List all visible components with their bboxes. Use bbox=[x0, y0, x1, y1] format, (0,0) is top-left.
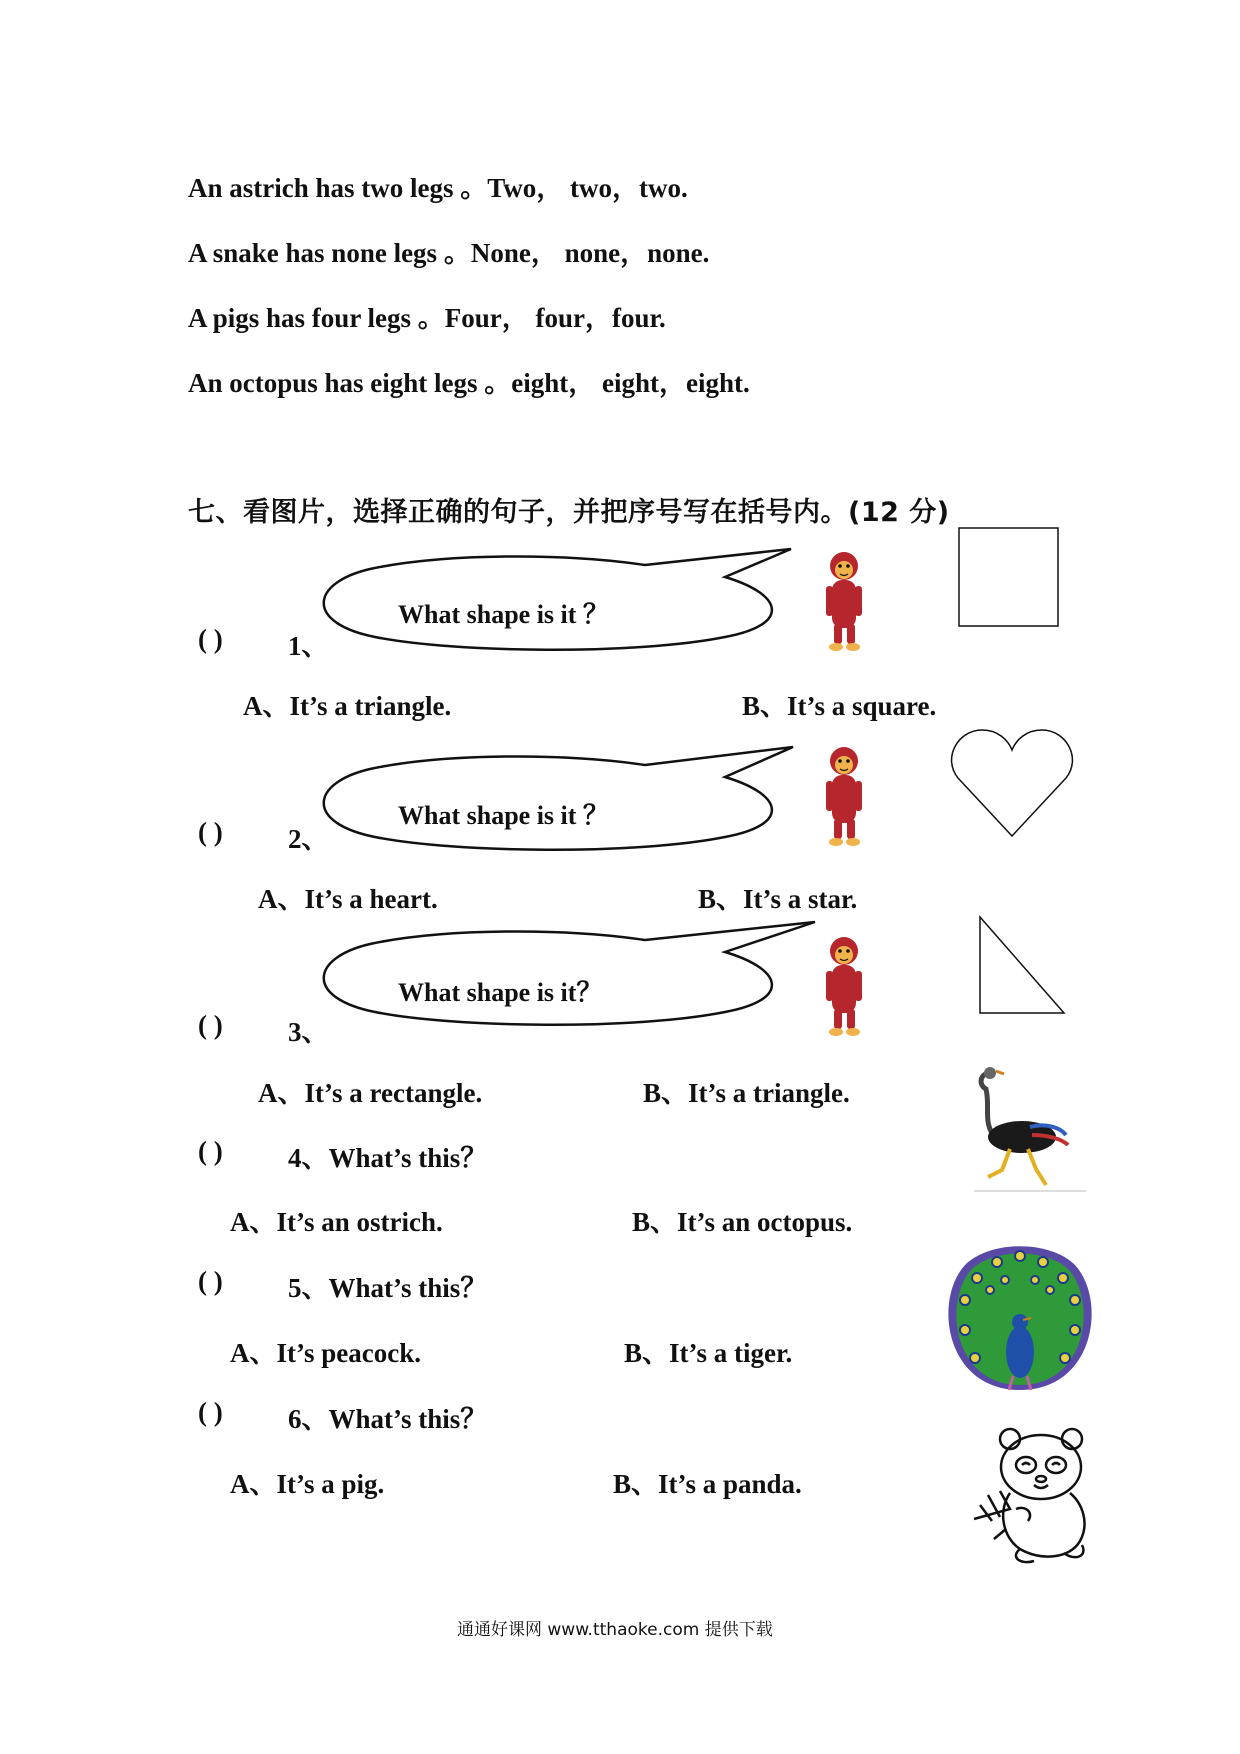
question-text-5: 5、What’s this？ bbox=[288, 1273, 488, 1303]
option-b-3: B、It’s a triangle. bbox=[643, 1078, 850, 1108]
question-text-4: 4、What’s this？ bbox=[288, 1143, 488, 1173]
answer-bracket-6[interactable]: ( ) bbox=[198, 1397, 223, 1427]
option-a-2: A、It’s a heart. bbox=[258, 884, 438, 914]
bubble-question-3: What shape is it？ bbox=[398, 978, 603, 1007]
answer-bracket-1[interactable]: ( ) bbox=[198, 624, 223, 654]
option-b-1: B、It’s a square. bbox=[742, 691, 937, 721]
section-heading: 七、看图片，选择正确的句子，并把序号写在括号内。(12 分) bbox=[188, 497, 950, 528]
answer-bracket-5[interactable]: ( ) bbox=[198, 1266, 223, 1296]
triangle-shape bbox=[978, 915, 1068, 1015]
option-b-2: B、It’s a star. bbox=[698, 884, 858, 914]
legs-line-2: A snake has none legs 。None， none，none. bbox=[188, 238, 710, 268]
monkey-icon bbox=[820, 550, 870, 655]
monkey-icon bbox=[820, 745, 870, 850]
option-b-4: B、It’s an octopus. bbox=[632, 1207, 853, 1237]
bubble-question-1: What shape is it ？ bbox=[398, 600, 609, 629]
answer-bracket-2[interactable]: ( ) bbox=[198, 817, 223, 847]
question-text-6: 6、What’s this？ bbox=[288, 1404, 488, 1434]
option-a-6: A、It’s a pig. bbox=[230, 1469, 385, 1499]
question-number-2: 2、 bbox=[288, 824, 329, 854]
panda-picture bbox=[970, 1425, 1105, 1565]
answer-bracket-3[interactable]: ( ) bbox=[198, 1010, 223, 1040]
option-b-6: B、It’s a panda. bbox=[613, 1469, 802, 1499]
question-number-1: 1、 bbox=[288, 631, 329, 661]
heart-shape bbox=[950, 728, 1075, 838]
legs-line-4: An octopus has eight legs 。eight， eight，eight. bbox=[188, 368, 750, 398]
ostrich-picture bbox=[970, 1065, 1090, 1195]
option-a-5: A、It’s peacock. bbox=[230, 1338, 421, 1368]
option-a-4: A、It’s an ostrich. bbox=[230, 1207, 443, 1237]
question-number-3: 3、 bbox=[288, 1017, 329, 1047]
footer-text: 通通好课网 www.tthaoke.com 提供下载 bbox=[457, 1620, 773, 1640]
answer-bracket-4[interactable]: ( ) bbox=[198, 1136, 223, 1166]
square-shape bbox=[958, 527, 1060, 629]
option-a-3: A、It’s a rectangle. bbox=[258, 1078, 483, 1108]
option-a-1: A、It’s a triangle. bbox=[243, 691, 452, 721]
legs-line-1: An astrich has two legs 。Two， two，two. bbox=[188, 173, 688, 203]
bubble-question-2: What shape is it ？ bbox=[398, 801, 609, 830]
option-b-5: B、It’s a tiger. bbox=[624, 1338, 793, 1368]
legs-line-3: A pigs has four legs 。Four， four，four. bbox=[188, 303, 666, 333]
peacock-picture bbox=[935, 1240, 1105, 1395]
monkey-icon bbox=[820, 935, 870, 1040]
